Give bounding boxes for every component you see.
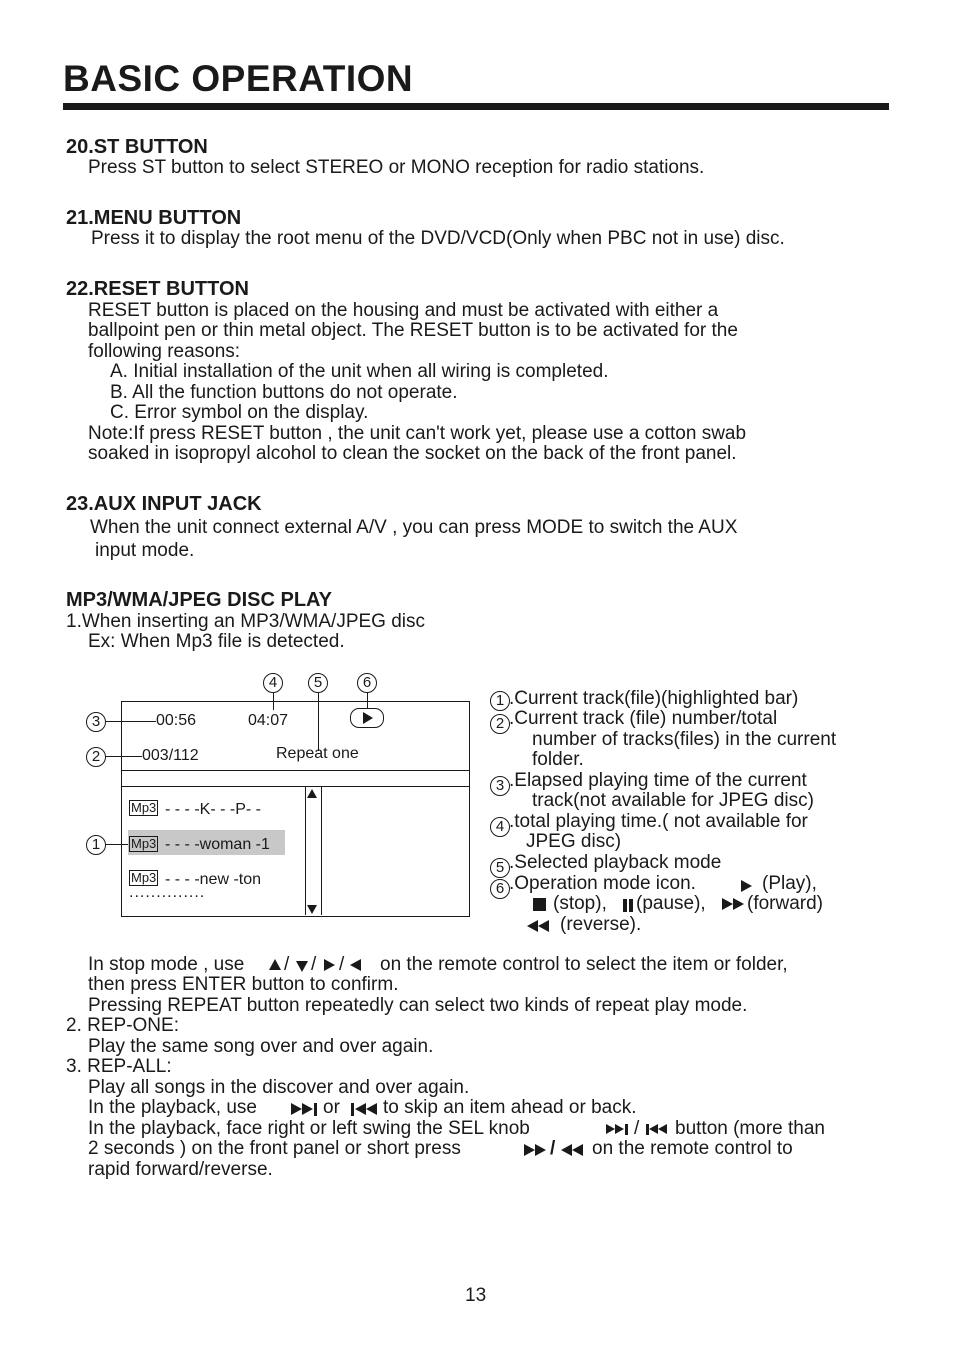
legend-text: number of tracks(files) in the current bbox=[532, 729, 837, 750]
reset-line: following reasons: bbox=[88, 341, 241, 362]
legend-text: (stop), bbox=[553, 893, 607, 914]
next-track-icon bbox=[291, 1103, 319, 1116]
legend-text: (Play), bbox=[762, 873, 817, 894]
callout-2: 2 bbox=[86, 747, 106, 767]
mp3-heading: MP3/WMA/JPEG DISC PLAY bbox=[66, 589, 332, 611]
sel-text: on the remote control to bbox=[592, 1138, 793, 1159]
sel-text: 2 seconds ) on the front panel or short press bbox=[88, 1138, 461, 1159]
menu-body: Press it to display the root menu of the DVD/VCD(Only when PBC not in use) disc. bbox=[91, 228, 785, 249]
aux-line: When the unit connect external A/V , you can press MODE to switch the AUX bbox=[90, 517, 738, 538]
file-name: - - - -K- - -P- - bbox=[165, 801, 261, 818]
reset-line: ballpoint pen or thin metal object. The RESET button is to be activated for the bbox=[88, 320, 738, 341]
slash-text: / bbox=[339, 954, 345, 975]
legend-num-1: 1 bbox=[490, 691, 510, 711]
up-icon bbox=[269, 959, 281, 970]
more-dots: .............. bbox=[129, 884, 206, 901]
reverse-icon bbox=[350, 959, 361, 971]
legend-text: .Current track (file) number/total bbox=[509, 708, 778, 729]
sel-text: rapid forward/reverse. bbox=[88, 1159, 273, 1180]
legend-num-3: 3 bbox=[490, 776, 510, 796]
play-mode-icon bbox=[350, 708, 384, 728]
callout-6: 6 bbox=[357, 673, 377, 693]
stop-icon bbox=[533, 898, 546, 911]
down-icon bbox=[296, 961, 308, 972]
stop-mode-text: then press ENTER button to confirm. bbox=[88, 974, 399, 995]
play-icon bbox=[324, 959, 335, 971]
legend-text: JPEG disc) bbox=[526, 831, 622, 852]
reverse-icon bbox=[538, 920, 549, 932]
legend-num-6: 6 bbox=[490, 879, 510, 899]
callout-3: 3 bbox=[86, 712, 106, 732]
mp3-intro: Ex: When Mp3 file is detected. bbox=[88, 631, 345, 652]
reset-reason: A. Initial installation of the unit when all wiring is completed. bbox=[110, 361, 609, 382]
legend-text: track(not available for JPEG disc) bbox=[532, 790, 814, 811]
scroll-down-icon bbox=[307, 905, 317, 914]
st-body: Press ST button to select STEREO or MONO reception for radio stations. bbox=[88, 157, 705, 178]
stop-mode-text: on the remote control to select the item or folder, bbox=[380, 954, 788, 975]
screen-divider bbox=[121, 770, 469, 771]
aux-heading: 23.AUX INPUT JACK bbox=[66, 493, 262, 515]
skip-text: to skip an item ahead or back. bbox=[383, 1097, 637, 1118]
repeat-text: Pressing REPEAT button repeatedly can select two kinds of repeat play mode. bbox=[88, 995, 748, 1016]
sel-text: button (more than bbox=[675, 1118, 825, 1139]
leader-line bbox=[106, 756, 142, 757]
reset-note: soaked in isopropyl alcohol to clean the socket on the back of the front panel. bbox=[88, 443, 737, 464]
mp3-intro: 1.When inserting an MP3/WMA/JPEG disc bbox=[66, 611, 426, 632]
slash-text: / bbox=[550, 1138, 556, 1159]
pause-icon bbox=[629, 899, 633, 912]
skip-text: In the playback, use bbox=[88, 1097, 257, 1118]
leader-line bbox=[106, 721, 156, 722]
leader-line bbox=[367, 693, 368, 708]
scrollbar bbox=[305, 787, 322, 915]
track-number: 003/112 bbox=[142, 747, 199, 764]
legend-text: folder. bbox=[532, 749, 584, 770]
aux-line: input mode. bbox=[95, 540, 195, 561]
leader-line bbox=[106, 844, 130, 845]
forward-icon bbox=[733, 898, 744, 910]
reset-reason: B. All the function buttons do not operate. bbox=[110, 382, 458, 403]
elapsed-time: 00:56 bbox=[156, 712, 197, 729]
rep-one-desc: Play the same song over and over again. bbox=[88, 1036, 434, 1057]
mp3-badge: Mp3 bbox=[131, 870, 157, 885]
legend-num-2: 2 bbox=[490, 714, 510, 734]
sel-text: In the playback, face right or left swing the SEL knob bbox=[88, 1118, 530, 1139]
leader-line bbox=[273, 693, 274, 710]
slash-text: / bbox=[634, 1118, 640, 1139]
slash-text: / bbox=[311, 954, 317, 975]
rep-one-heading: 2. REP-ONE: bbox=[66, 1015, 179, 1036]
menu-heading: 21.MENU BUTTON bbox=[66, 207, 242, 229]
file-name: - - - -new -ton bbox=[165, 871, 262, 888]
screen-divider bbox=[121, 786, 469, 787]
next-track-icon bbox=[606, 1124, 630, 1135]
mp3-badge: Mp3 bbox=[131, 836, 157, 851]
page-title: BASIC OPERATION bbox=[63, 58, 414, 99]
repeat-mode: Repeat one bbox=[276, 745, 359, 762]
legend-num-4: 4 bbox=[490, 817, 510, 837]
legend-text: (forward) bbox=[747, 893, 824, 914]
reverse-icon bbox=[572, 1144, 583, 1156]
mp3-badge: Mp3 bbox=[131, 800, 157, 815]
reverse-icon bbox=[561, 1144, 572, 1156]
previous-track-icon bbox=[646, 1124, 670, 1135]
forward-icon bbox=[524, 1144, 535, 1156]
skip-or: or bbox=[323, 1097, 340, 1118]
rep-all-heading: 3. REP-ALL: bbox=[66, 1056, 172, 1077]
callout-5: 5 bbox=[308, 673, 328, 693]
callout-4: 4 bbox=[263, 673, 283, 693]
rep-all-desc: Play all songs in the discover and over again. bbox=[88, 1077, 470, 1098]
legend-text: .Selected playback mode bbox=[509, 852, 722, 873]
forward-icon bbox=[535, 1144, 546, 1156]
play-icon bbox=[741, 880, 752, 892]
scroll-up-icon bbox=[307, 789, 317, 798]
reset-heading: 22.RESET BUTTON bbox=[66, 278, 249, 300]
stop-mode-text: In stop mode , use bbox=[88, 954, 245, 975]
legend-text: .Current track(file)(highlighted bar) bbox=[509, 688, 799, 709]
leader-line bbox=[318, 693, 319, 751]
legend-text: (reverse). bbox=[560, 914, 642, 935]
file-name: - - - -woman -1 bbox=[165, 836, 270, 853]
legend-text: (pause), bbox=[636, 893, 706, 914]
pause-icon bbox=[623, 899, 627, 912]
reset-reason: C. Error symbol on the display. bbox=[110, 402, 369, 423]
legend-num-5: 5 bbox=[490, 858, 510, 878]
reverse-icon bbox=[527, 920, 538, 932]
callout-1: 1 bbox=[86, 835, 106, 855]
reset-note: Note:If press RESET button , the unit can't work yet, please use a cotton swab bbox=[88, 423, 747, 444]
page-number: 13 bbox=[465, 1285, 487, 1306]
title-rule bbox=[63, 103, 889, 110]
legend-text: .total playing time.( not available for bbox=[509, 811, 808, 832]
st-heading: 20.ST BUTTON bbox=[66, 136, 208, 158]
reset-line: RESET button is placed on the housing and must be activated with either a bbox=[88, 300, 719, 321]
legend-text: .Elapsed playing time of the current bbox=[509, 770, 807, 791]
previous-track-icon bbox=[351, 1103, 379, 1116]
legend-text: .Operation mode icon. bbox=[509, 873, 696, 894]
total-time: 04:07 bbox=[248, 712, 289, 729]
slash-text: / bbox=[284, 954, 290, 975]
forward-icon bbox=[722, 898, 733, 910]
